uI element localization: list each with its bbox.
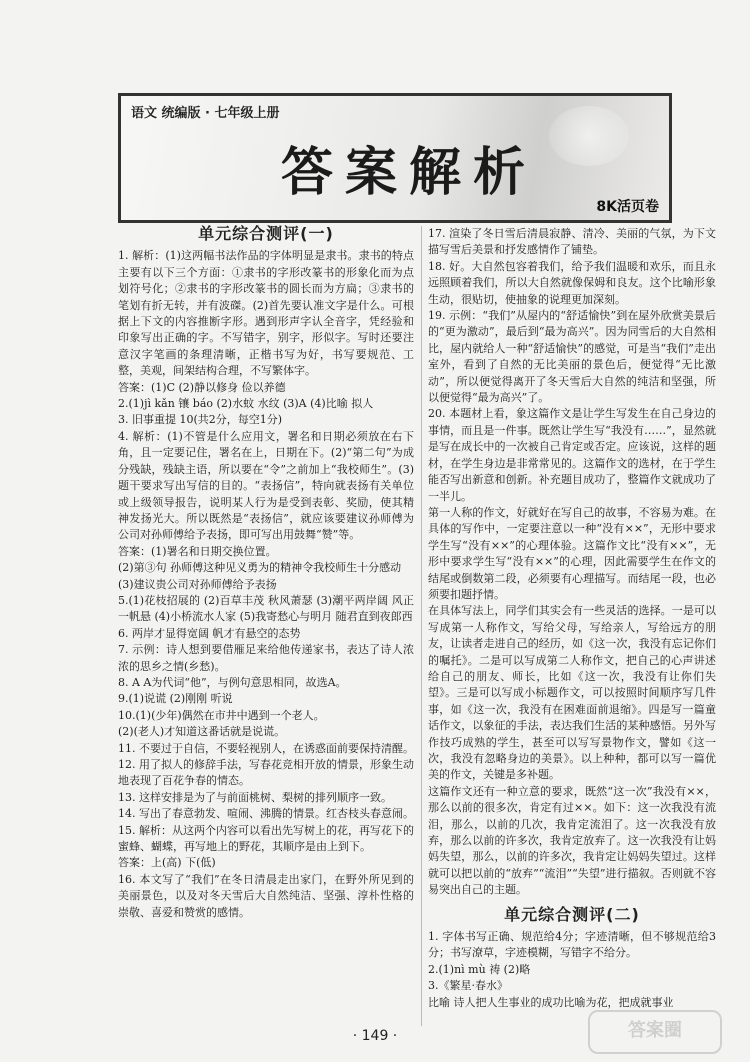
answer-item: 10.(1)(少年)偶然在市井中遇到一个老人。 [118, 708, 325, 722]
answer-item: 1. 解析：(1)这两幅书法作品的字体明显是隶书。隶书的特点主要有以下三个方面：①隶书的字形改篆书的形象化而为点划符号化；②隶书的字形改篆书的圆长而为方扁；③隶书的笔划有折无转，并有波磔。(2)首先要认准文字是什么。可根据上下文的内容推断字形。遇到形声字认全音字，凭经验和印象写出正确的字。不写错字，别字，形似字。写时还要注意汉字笔画的条理清晰，正楷书写为好，书写要规范、工整，美观，间架结构合理，不写繁体字。 [118, 249, 414, 378]
book-subtitle: 语文 统编版 · 七年级上册 [131, 106, 280, 121]
answer-item: 20. 本题材上看，象这篇作文是让学生写发生在自己身边的事情，而且是一件事。既然让学生写“我没有……”，显然就是写在成长中的一次被自己肯定或否定。应该说，这样的题材，在学生身边是非常常见的。这篇作文的选材，在于学生能否写出新意和创新。补充题目成功了，整篇作文就成功了一半儿。 [428, 407, 716, 503]
answer-item: (2)(老人)才知道这番话就是说谎。 [118, 725, 286, 739]
right-column [428, 226, 716, 1011]
left-paragraphs [118, 248, 414, 921]
answer-item: 6. 两岸才显得宽阔 帆才有悬空的态势 [118, 626, 301, 640]
answer-item: 7. 示例：诗人想到要借雁足来给他传递家书，表达了诗人浓浓的思乡之情(乡愁)。 [118, 643, 414, 673]
answer-item: 答案：上(高) 下(低) [118, 856, 216, 870]
page-title: 答案解析 [281, 143, 538, 203]
answer-item: (2)第③句 孙师傅这种见义勇为的精神令我校师生十分感动 [118, 561, 402, 575]
answer-item: (3)建议贵公司对孙师傅给予表扬 [118, 577, 277, 591]
answer-item: 13. 这样安排是为了与前面桃树、梨树的排列顺序一致。 [118, 790, 392, 804]
answer-item: 8. A A为代词“他”，与例句意思相同，故选A。 [118, 675, 347, 689]
answer-item: 第一人称的作文，好就好在写自己的故事，不容易为难。在具体的写作中，一定要注意以一种“没有××”，无形中要求学生写“没有××”的心理体验。这篇作文比“没有××”，无形中要求学生写“没有××”的心理，因此需要学生在作文的结尾或倒数第二段，必须要有心理描写。而结尾一段，也必须要扣题抒情。 [428, 505, 716, 601]
section-title-unit-1: 单元综合测评(一) [198, 224, 334, 243]
answer-item: 5.(1)花枝招展的 (2)百草丰茂 秋风萧瑟 (3)潮平两岸阔 风正一帆悬 (4)小桥流水人家 (5)我寄愁心与明月 随君直到夜郎西 [118, 593, 414, 624]
answer-item: 比喻 诗人把人生事业的成功比喻为花，把成就事业 [428, 995, 674, 1009]
answer-item: 答案：(1)署名和日期交换位置。 [118, 544, 277, 558]
answer-item: 12. 用了拟人的修辞手法，写春花竞相开放的情景，形象生动地表现了百花争春的情态。 [118, 758, 414, 788]
answer-item: 2.(1)nì mù 祷 (2)略 [428, 962, 531, 976]
answer-item: 1. 字体书写正确、规范给4分；字迹清晰，但不够规范给3分；书写潦草，字迹模糊，写错字不给分。 [428, 930, 716, 960]
section-title-unit-2: 单元综合测评(二) [504, 904, 640, 924]
answer-item: 19. 示例：“我们”从屋内的“舒适愉快”到在屋外欣赏美景后的“更为激动”，最后到“最为高兴”。因为同雪后的大自然相比，屋内就给人一种“舒适愉快”的感觉，可是当“我们”走出室外，看到了自然的无比美丽的景色后，便觉得“无比激动”，所以便觉得离开了冬天雪后大自然的纯洁和坚强，所以便觉得“最为高兴”了。 [428, 309, 716, 405]
page-number: · 149 · [352, 1028, 398, 1044]
answer-item: 4. 解析：(1)不管是什么应用文，署名和日期必须放在右下角，且一定要记住，署名在上，日期在下。(2)“第二句”为成分残缺，残缺主语，所以要在“令”之前加上“我校师生”。(3)题干要求写出写信的目的。“表扬信”，特向就表扬有关单位或上级领导报告，说明某人行为是受到表彰、奖励，使其精神发扬光大。所以既然是“表扬信”，就应该要建议孙师傅为公司对孙师傅给予表扬，即可写出用鼓舞“赞”等。 [118, 429, 414, 542]
answer-item: 15. 解析：从这两个内容可以看出先写树上的花，再写花下的蜜蜂、蝴蝶，再写地上的野花，其顺序是由上到下。 [118, 823, 414, 854]
answer-item: 18. 好。大自然包容着我们，给予我们温暖和欢乐，而且永远照顾着我们，所以大自然就像保姆和良友。这个比喻形象生动，很贴切，使抽象的说理更加深刻。 [428, 259, 716, 306]
column-divider [421, 226, 422, 1026]
answer-item: 3. 旧事重提 10(共2分，每空1分) [118, 413, 283, 427]
answer-item: 答案：(1)C (2)静以修身 俭以养德 [118, 380, 286, 394]
answer-item: 在具体写法上，同学们其实会有一些灵活的选择。一是可以写成第一人称作文，写给父母，写给亲人，写给远方的朋友，让读者走进自己的经历，如《这一次，我没有忘记你们的嘱托》。二是可以写成第二人称作文，把自己的心声讲述给自己的朋友、师长，比如《这一次，我没有让你们失望》。三是可以写成小标题作文，可以按照时间顺序写几件事，如《这一次，我没有在困难面前退缩》。四是写一篇童话作文，以象征的手法，表达我们生活的某种感悟。另外写作技巧成熟的学生，甚至可以写写景物作文，譬如《这一次，我没有忽略身边的美景》。以上种种，都可以写一篇优美的作文，关键是多补题。 [428, 604, 716, 782]
edition-tag: 8K活页卷 [596, 199, 659, 215]
answer-item: 这篇作文还有一种立意的要求，既然“这一次”我没有××，那么以前的很多次，肯定有过××。如下：这一次我没有流泪，那么，以前的几次，我肯定流泪了。这一次我没有放弃，那么以前的许多次，我肯定放弃了。这一次我没有让妈妈失望，那么，以前的许多次，我肯定让妈妈失望过。这样就可以把以前的“放弃”“流泪”“失望”进行描叙。否则就不容易突出自己的主题。 [428, 784, 716, 897]
answer-item: 14. 写出了春意勃发、喧闹、沸腾的情景。红杏枝头春意闹。 [118, 807, 414, 821]
watermark-logo: 答案圈 [588, 1010, 722, 1054]
left-column [118, 226, 414, 921]
answer-item: 9.(1)说谎 (2)刚刚 听说 [118, 692, 233, 706]
right-paragraphs-2 [428, 929, 716, 1011]
banner-decoration [549, 106, 629, 166]
header-banner [118, 93, 672, 223]
answer-item: 11. 不要过于自信，不要轻视别人，在诱惑面前要保持清醒。 [118, 741, 414, 755]
answer-item: 16. 本文写了“我们”在冬日清晨走出家门，在野外所见到的美丽景色，以及对冬天雪后大自然纯洁、坚强、淳朴性格的崇敬、喜爱和赞赏的感情。 [118, 872, 414, 919]
right-paragraphs [428, 226, 716, 899]
answer-item: 2.(1)jì kǎn 镶 báo (2)水蚊 水纹 (3)A (4)比喻 拟人 [118, 397, 374, 411]
answer-item: 17. 渲染了冬日雪后清晨寂静、清冷、美丽的气氛，为下文描写雪后美景和抒发感情作了铺垫。 [428, 227, 716, 257]
answer-item: 3.《繁星·春水》 [428, 979, 508, 993]
